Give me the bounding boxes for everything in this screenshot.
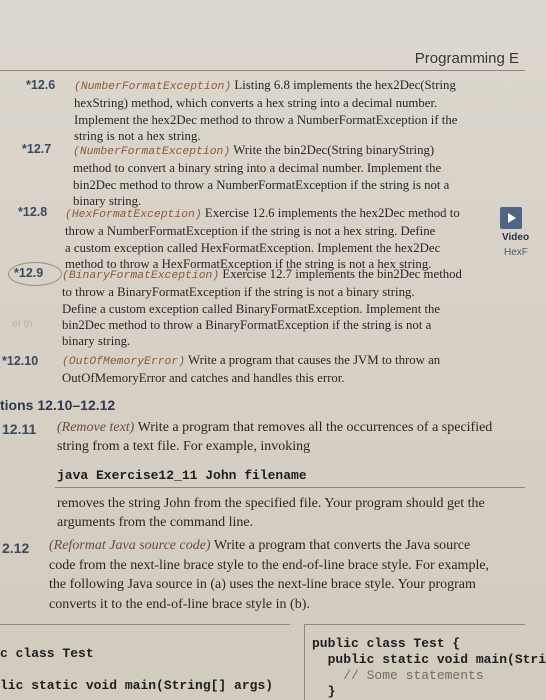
exercise-12-6: [74, 77, 514, 144]
exercise-number: 12.11: [2, 421, 37, 437]
section-heading: tions 12.10–12.12: [0, 397, 116, 413]
line: method to convert a binary string into a decimal number. Implement the: [73, 161, 442, 176]
exercise-number: *12.9: [14, 266, 44, 280]
line: the following Java source in (a) uses the next-line brace style. Your program: [49, 577, 476, 592]
line: string is not a hex string.: [74, 128, 201, 143]
code-line: c class Test: [0, 646, 94, 661]
code-comment: // Some statements: [312, 668, 484, 683]
line: binary string.: [62, 334, 131, 349]
exercise-title: (NumberFormatException): [74, 81, 232, 93]
faint-margin-marks: el th: [12, 318, 33, 330]
code-line: }: [312, 684, 336, 699]
exercise-12-8: [65, 205, 495, 272]
line: bin2Dec method to throw a NumberFormatException if the string is not a: [73, 177, 450, 192]
exercise-title: (Reformat Java source code): [49, 538, 211, 553]
exercise-title: (NumberFormatException): [73, 146, 231, 158]
code-box-separator: [304, 624, 305, 700]
line: to throw a BinaryFormatException if the string is not a binary string.: [62, 285, 415, 300]
line: code from the next-line brace style to the end-of-line brace style. For example,: [49, 557, 490, 573]
line: Write a program that causes the JVM to throw an: [188, 353, 441, 367]
line: hexString) method, which converts a hex string into a decimal number.: [74, 96, 438, 111]
line: OutOfMemoryError and catches and handles this error.: [62, 371, 345, 386]
line: string from a text file. For example, invoking: [57, 439, 311, 454]
exercise-number: *12.6: [26, 78, 56, 92]
line: Implement the hex2Dec method to throw a NumberFormatException if the: [74, 112, 458, 127]
exercise-title: (Remove text): [57, 420, 135, 435]
exercise-title: (OutOfMemoryError): [62, 356, 186, 368]
exercise-12-7: [73, 142, 513, 209]
exercise-number: *12.8: [18, 205, 48, 219]
exercise-12-9: [62, 266, 507, 349]
exercise-12-11: [57, 418, 517, 456]
line: Write the bin2Dec(String binaryString): [233, 143, 435, 157]
line: arguments from the command line.: [57, 515, 254, 530]
exercise-number: *12.10: [2, 354, 39, 368]
exercise-title: (HexFormatException): [65, 209, 202, 221]
code-rule: [55, 487, 525, 488]
exercise-12-12: [49, 536, 521, 614]
line: Exercise 12.7 implements the bin2Dec method: [222, 267, 462, 281]
exercise-12-11-cont: [57, 494, 522, 532]
exercise-title: (BinaryFormatException): [62, 270, 220, 282]
line: bin2Dec method to throw a BinaryFormatException if the string is not a: [62, 317, 432, 332]
page-header: Programming E: [414, 50, 519, 67]
line: throw a NumberFormatException if the string is not a hex string. Define: [65, 224, 436, 239]
header-rule: [0, 70, 525, 71]
line: method to throw a HexFormatException if the string is not a hex string.: [65, 256, 432, 271]
line: removes the string John from the specified file. Your program should get the: [57, 496, 485, 511]
line: Listing 6.8 implements the hex2Dec(String: [234, 78, 456, 92]
exercise-12-10: [62, 352, 507, 387]
command-example: java Exercise12_11 John filename: [57, 468, 307, 483]
line: a custom exception called HexFormatException. Implement the hex2Dec: [65, 240, 441, 255]
exercise-number: 2.12: [2, 540, 30, 556]
video-note-sub: HexF: [504, 247, 528, 258]
exercise-number: *12.7: [22, 142, 52, 156]
code-line: lic static void main(String[] args): [0, 678, 274, 693]
code-box-right-top: [304, 624, 525, 625]
line: binary string.: [73, 193, 142, 208]
play-video-icon[interactable]: [500, 207, 522, 229]
video-note-label: Video: [502, 232, 530, 243]
code-box-left-top: [0, 624, 290, 625]
code-line: public static void main(Stri: [312, 652, 546, 667]
line: Define a custom exception called BinaryFormatException. Implement the: [62, 301, 441, 316]
code-line: public class Test {: [312, 636, 461, 651]
line: Write a program that removes all the occurrences of a specified: [137, 420, 493, 435]
line: Exercise 12.6 implements the hex2Dec method to: [204, 206, 460, 220]
line: converts it to the end-of-line brace style in (b).: [49, 596, 310, 612]
line: Write a program that converts the Java source: [213, 538, 471, 553]
